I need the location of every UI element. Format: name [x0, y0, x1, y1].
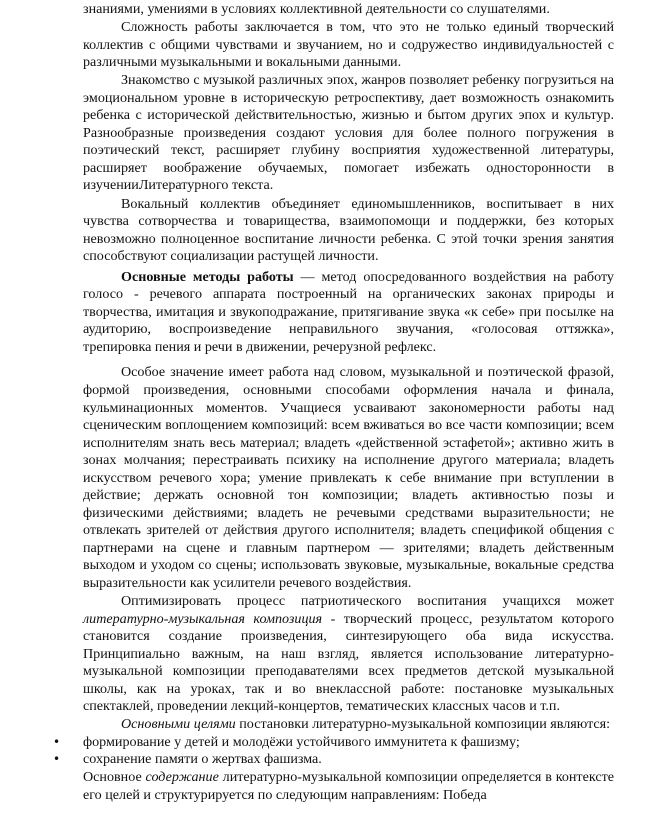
main-goals-text: постановки литературно-музыкальной композиции являются:	[235, 716, 611, 733]
paragraph-special-significance: Особое значение имеет работа над словом, музыкальной и поэтической фразой, формой произведения, основными способами оформления начала и финала, кульминационных моментов. Учащиеся усваивают закономерности работы над сценическим воплощением композиций: всем вживаться во все части композиции; всем исполнителям знать весь материал; владеть «действенной эстафетой»; активно жить в зонах молчания; перестраивать психику на исполнение другого материала; владеть искусством речевого хора; умение привлекать к себе внимание при вступлении в действие; держать основной тон композиции; владеть активностью позы и физическими действиями; владеть не речевыми средствами выразительности; не отвлекать зрителей от действия другого исполнителя; владеть спецификой общения с партнерами на сцене и главным партнером — зрителями; владеть действенным выходом и уходом со сцены; использовать звуковые, музыкальные, вокальные средства выразительности как усилители речевого воздействия.	[83, 364, 614, 591]
paragraph-music-epochs: Знакомство с музыкой различных эпох, жанров позволяет ребенку погрузиться на эмоциональном уровне в историческую ретроспективу, дает возможность ознакомить ребенка с исторической действительностью, жизнью и бытом других эпох и культур. Разнообразные произведения создают условия для более полного погружения в поэтический текст, расширяет глубину восприятия художественной литературы, расширяет воображение обучаемых, помогает избежать односторонности в изученииЛитературного текста.	[83, 72, 614, 194]
bullet-icon: •	[53, 734, 61, 749]
paragraph-main-methods	[83, 269, 614, 357]
bullet-icon: •	[53, 752, 61, 767]
main-methods-heading: Основные методы работы	[121, 268, 294, 285]
document-page	[53, 0, 615, 804]
paragraph-main-goals	[83, 716, 614, 734]
optimize-text-end: - творческий процесс, результатом которого становится создание произведения, синтезирующего оба вида искусства. Принципиально важным, на наш взгляд, является использование литературно-музыкальной композиции преподавателями всех предметов детской музыкальной школы, как на уроках, так и во внеклассной работе: постановке музыкальных спектаклей, проведении лекций-концертов, тематических классных часов и т.п.	[83, 610, 614, 715]
goals-list	[53, 733, 614, 769]
main-goals-italic: Основными целями	[121, 716, 236, 733]
list-item-text: сохранение памяти о жертвах фашизма.	[83, 751, 322, 768]
paragraph-intro-continuation: знаниями, умениями в условиях коллективной деятельности со слушателями.	[83, 1, 550, 17]
list-item	[53, 733, 614, 752]
list-item-text: формирование у детей и молодёжи устойчивого иммунитета к фашизму;	[83, 733, 520, 750]
paragraph-complexity: Сложность работы заключается в том, что это не только единый творческий коллектив с общими чувствами и звучанием, но и содружество индивидуальностей с различными музыкальными и вокальными данными.	[83, 19, 614, 71]
paragraph-optimize	[83, 593, 614, 716]
paragraph-main-content	[83, 769, 614, 804]
optimize-text-start: Оптимизировать процесс патриотического воспитания учащихся может	[121, 593, 614, 610]
paragraph-vocal-collective: Вокальный коллектив объединяет единомышленников, воспитывает в них чувства сотворчества и товарищества, взаимопомощи и поддержки, без которых невозможно полноценное воспитание личности ребенка. С этой точки зрения занятия способствуют социализации растущей личности.	[83, 195, 614, 265]
main-content-text-end: литературно-музыкальной композиции определяется в контексте его целей и структурируется по следующим направлениям: Победа	[83, 769, 615, 803]
optimize-italic-term: литературно-музыкальная композиция	[83, 610, 323, 627]
list-item	[53, 751, 614, 769]
main-content-italic: содержание	[145, 769, 219, 786]
main-methods-text: — метод опосредованного воздействия на работу голосо - речевого аппарата построенный на органических законах природы и творчества, имитация и звукоподражание, притягивание звука «к себе» при посылке на аудиторию, воспроизведение неправильного звучания, «голосовая оттяжка», трепировка пения и речи в движении, речерузной рефлекс.	[83, 268, 614, 355]
main-content-text-start: Основное	[83, 769, 146, 786]
